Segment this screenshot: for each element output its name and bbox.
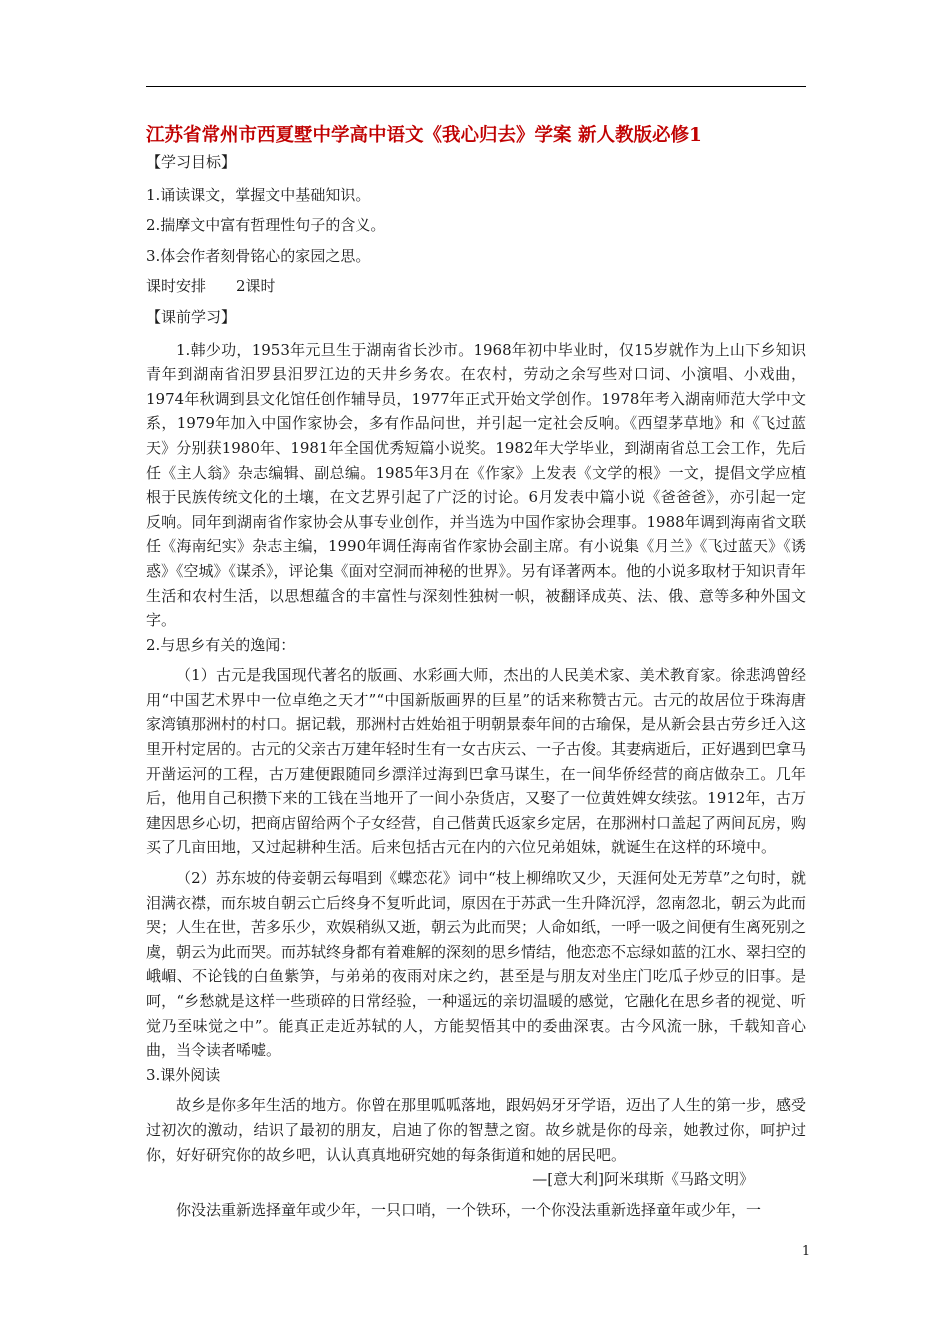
schedule-line: 课时安排 2课时 [146,277,276,296]
anecdote-sudongpo-paragraph: （2）苏东坡的侍妾朝云每唱到《蝶恋花》词中“枝上柳绵吹又少，天涯何处无芳草”之句时，就泪满衣襟，而东坡自朝云亡后终身不复听此词，原因在于苏武一生升降沉浮，忽南忽北，朝云为此而哭；人生在世，苦多乐少，欢娱稍纵又逝，朝云为此而哭；人命如纸，一呼一吸之间便有生离死别之虞，朝云为此而哭。而苏轼终身都有着难解的深刻的思乡情结，他恋恋不忘绿如蓝的江水、翠扫空的峨嵋、不论钱的白鱼紫笋，与弟弟的夜雨对床之约，甚至是与朋友对坐庄门吃瓜子炒豆的旧事。是呵，“乡愁就是这样一些琐碎的日常经验，一种遥远的亲切温暖的感觉，它融化在思乡者的视觉、听觉乃至味觉之中”。能真正走近苏轼的人，方能契悟其中的委曲深衷。古今风流一脉，千载知音心曲，当令读者唏嘘。 [146,869,807,1060]
objective-item: 3.体会作者刻骨铭心的家园之思。 [146,246,371,265]
reading-heading: 3.课外阅读 [146,1065,221,1084]
prestudy-heading: 【课前学习】 [146,307,237,326]
page-number: 1 [801,1244,811,1259]
author-intro-paragraph: 1.韩少功，1953年元旦生于湖南省长沙市。1968年初中毕业时，仅15岁就作为上山下乡知识青年到湖南省汨罗县汨罗江边的天井乡务农。在农村，劳动之余写些对口词、小演唱、小戏曲，1974年秋调到县文化馆任创作辅导员，1977年正式开始文学创作。1978年考入湖南师范大学中文系，1979年加入中国作家协会，多有作品问世，并引起一定社会反响。《西望茅草地》和《飞过蓝天》分别获1980年、1981年全国优秀短篇小说奖。1982年大学毕业，到湖南省总工会工作，先后任《主人翁》杂志编辑、副总编。1985年3月在《作家》上发表《文学的根》一文，提倡文学应植根于民族传统文化的土壤，在文艺界引起了广泛的讨论。6月发表中篇小说《爸爸爸》，亦引起一定反响。同年到湖南省作家协会从事专业创作，并当选为中国作家协会理事。1988年调到海南省文联任《海南纪实》杂志主编，1990年调任海南省作家协会副主席。有小说集《月兰》《飞过蓝天》《诱惑》《空城》《谋杀》，评论集《面对空洞而神秘的世界》。另有译著两本。他的小说多取材于知识青年生活和农村生活，以思想蕴含的丰富性与深刻性独树一帜，被翻译成英、法、俄、意等多种外国文字。 [146,340,807,630]
objective-item: 1.诵读课文，掌握文中基础知识。 [146,185,371,204]
document-title: 江苏省常州市西夏墅中学高中语文《我心归去》学案 新人教版必修1 [146,125,702,146]
anecdotes-heading: 2.与思乡有关的逸闻： [146,635,296,654]
header-rule [146,86,806,87]
reading-source: —[意大利]阿米琪斯《马路文明》 [532,1170,754,1189]
anecdote-guyuan-paragraph: （1）古元是我国现代著名的版画、水彩画大师，杰出的人民美术家、美术教育家。徐悲鸿曾经用“中国艺术界中一位卓绝之天才”“中国新版画界的巨星”的话来称赞古元。古元的故居位于珠海唐家湾镇那洲村的村口。据记载，那洲村古姓始祖于明朝景泰年间的古瑜保，是从新会县古劳乡迁入这里开村定居的。古元的父亲古万建年轻时生有一女古庆云、一子古俊。其妻病逝后，正好遇到巴拿马开凿运河的工程，古万建便跟随同乡漂洋过海到巴拿马谋生，在一间华侨经营的商店做杂工。几年后，他用自己积攒下来的工钱在当地开了一间小杂货店，又娶了一位黄姓婢女续弦。1912年，古万建因思乡心切，把商店留给两个子女经营，自己偕黄氏返家乡定居，在那洲村口盖起了两间瓦房，购买了几亩田地，又过起耕种生活。后来包括古元在内的六位兄弟姐妹，就诞生在这样的环境中。 [146,666,807,857]
objectives-heading: 【学习目标】 [146,153,237,171]
objective-item: 2.揣摩文中富有哲理性句子的含义。 [146,216,386,235]
reading-paragraph: 你没法重新选择童年或少年，一只口哨，一个铁环，一个你没法重新选择童年或少年，一 [176,1200,762,1219]
document-body [146,124,806,1222]
reading-paragraph: 故乡是你多年生活的地方。你曾在那里呱呱落地，跟妈妈牙牙学语，迈出了人生的第一步，感受过初次的激动，结识了最初的朋友，启迪了你的智慧之窗。故乡就是你的母亲，她教过你，呵护过你，好好研究你的故乡吧，认认真真地研究她的每条街道和她的居民吧。 [146,1096,807,1164]
